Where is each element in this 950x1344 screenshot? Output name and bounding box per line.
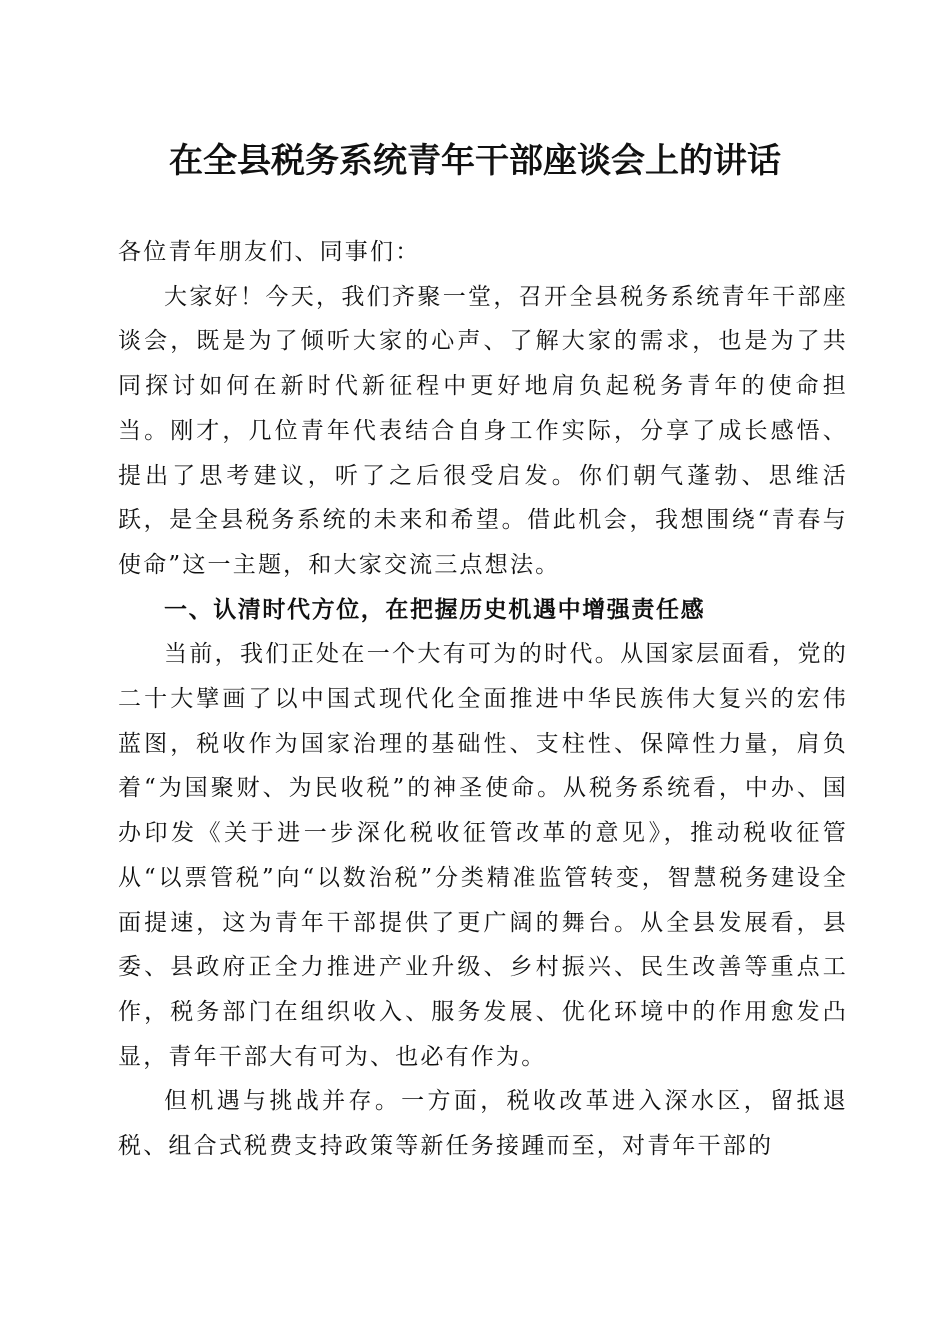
document-title: 在全县税务系统青年干部座谈会上的讲话 (169, 141, 781, 181)
salutation: 各位青年朋友们、同事们： (118, 239, 421, 265)
section-heading-1: 一、认清时代方位，在把握历史机遇中增强责任感 (164, 596, 706, 623)
paragraph-opening: 大家好！今天，我们齐聚一堂，召开全县税务系统青年干部座谈会，既是为了倾听大家的心声、了解大家的需求，也是为了共同探讨如何在新时代新征程中更好地肩负起税务青年的使命担当。刚才，几位青年代表结合自身工作实际，分享了成长感悟、提出了思考建议，听了之后很受启发。你们朝气蓬勃、思维活跃，是全县税务系统的未来和希望。借此机会，我想围绕“青春与使命”这一主题，和大家交流三点想法。 (118, 283, 848, 578)
paragraph-section-1-b: 但机遇与挑战并存。一方面，税收改革进入深水区，留抵退税、组合式税费支持政策等新任务接踵而至，对青年干部的 (118, 1088, 848, 1160)
paragraph-section-1-a: 当前，我们正处在一个大有可为的时代。从国家层面看，党的二十大擘画了以中国式现代化全面推进中华民族伟大复兴的宏伟蓝图，税收作为国家治理的基础性、支柱性、保障性力量，肩负着“为国聚财、为民收税”的神圣使命。从税务系统看，中办、国办印发《关于进一步深化税收征管改革的意见》，推动税收征管从“以票管税”向“以数治税”分类精准监管转变，智慧税务建设全面提速，这为青年干部提供了更广阔的舞台。从全县发展看，县委、县政府正全力推进产业升级、乡村振兴、民生改善等重点工作，税务部门在组织收入、服务发展、优化环境中的作用愈发凸显，青年干部大有可为、也必有作为。 (118, 641, 848, 1070)
document-body (118, 230, 848, 1169)
